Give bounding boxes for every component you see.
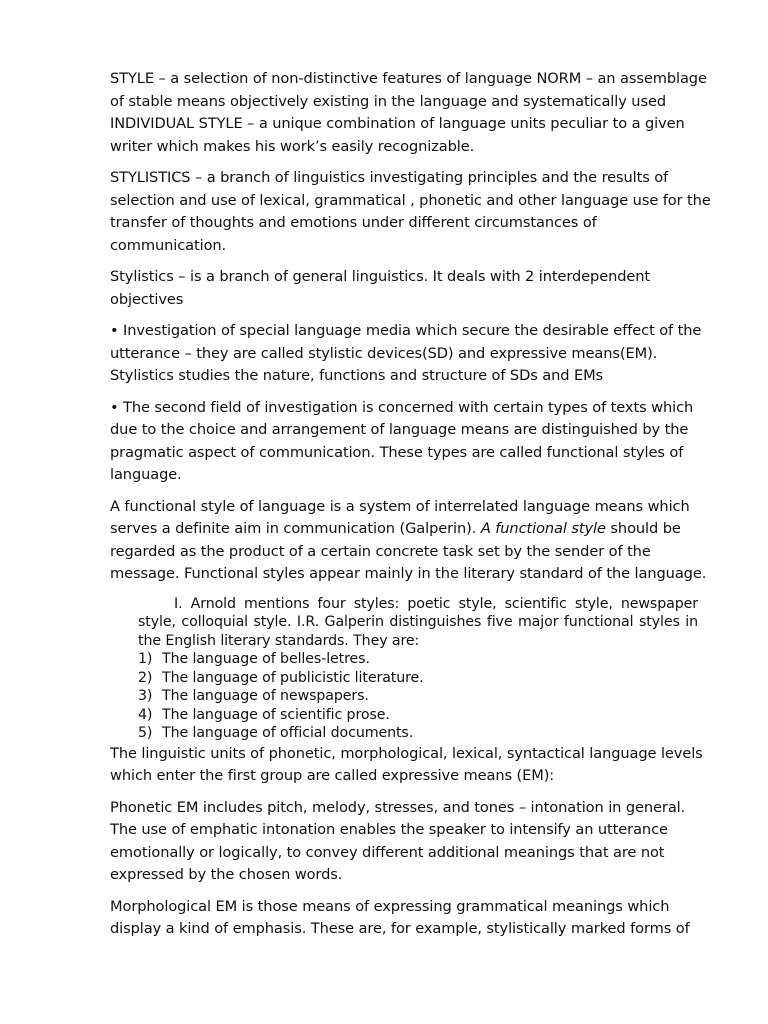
indented-block bbox=[138, 595, 698, 743]
functional-style-italic: A functional style bbox=[480, 520, 606, 537]
paragraph-morphological-em: Morphological EM is those means of expressing grammatical meanings which display a kind of emphasis. These are, for example, stylistically marked forms of bbox=[110, 897, 690, 937]
paragraph-phonetic-em: Phonetic EM includes pitch, melody, stresses, and tones – intonation in general. The use of emphatic intonation enables the speaker to intensify an utterance emotionally or logically, to convey different additional meanings that are not expressed by the chosen words. bbox=[110, 798, 686, 883]
list-item bbox=[138, 724, 698, 743]
paragraph-expressive-means: The linguistic units of phonetic, morphological, lexical, syntactical language levels which enter the first group are called expressive means (EM): bbox=[110, 744, 703, 784]
paragraph-bullet-second-field: • The second field of investigation is concerned with certain types of texts which due to the choice and arrangement of language means are distinguished by the pragmatic aspect of communication. These types are called functional styles of language. bbox=[110, 398, 694, 483]
list-item-number: 3) bbox=[138, 688, 153, 704]
list-item-number: 5) bbox=[138, 725, 153, 741]
list-item-text: The language of newspapers. bbox=[162, 688, 369, 704]
paragraph-stylistics-definition: STYLISTICS – a branch of linguistics investigating principles and the results of selection and use of lexical, grammatical , phonetic and other language use for the transfer of thoughts and emotions under different circumstances of communication. bbox=[110, 169, 711, 254]
list-item-text: The language of scientific prose. bbox=[162, 706, 390, 723]
list-item bbox=[138, 650, 698, 669]
paragraph-bullet-investigation: • Investigation of special language media which secure the desirable effect of the utterance – they are called stylistic devices(SD) and expressive means(EM). Stylistics studies the nature, functions and structure of SDs and EMs bbox=[110, 322, 702, 384]
list-item-text: The language of official documents. bbox=[162, 725, 414, 741]
list-item-number: 1) bbox=[138, 651, 153, 667]
paragraph-stylistics-objectives: Stylistics – is a branch of general linguistics. It deals with 2 interdependent objectives bbox=[110, 268, 651, 308]
list-item-number: 4) bbox=[138, 706, 153, 723]
list-item-text: The language of publicistic literature. bbox=[162, 669, 424, 686]
functional-style-text-2: should be regarded as the product of a certain concrete task set by the sender of the message. Functional styles appear mainly in the literary standard of the language. bbox=[110, 520, 707, 582]
functional-styles-list bbox=[138, 650, 698, 743]
paragraph-style-definition: STYLE – a selection of non-distinctive features of language NORM – an assemblage of stable means objectively existing in the language and systematically used INDIVIDUAL STYLE – a unique combination of language units peculiar to a given writer which makes his work’s easily recognizable. bbox=[110, 70, 707, 155]
paragraph-functional-style bbox=[110, 496, 712, 586]
document-page bbox=[110, 68, 712, 950]
list-item bbox=[138, 706, 698, 725]
list-item bbox=[138, 687, 698, 706]
list-item-number: 2) bbox=[138, 669, 153, 686]
list-item bbox=[138, 669, 698, 688]
list-item-text: The language of belles-letres. bbox=[162, 651, 370, 667]
paragraph-arnold-galperin: I. Arnold mentions four styles: poetic style, scientific style, newspaper style, colloquial style. I.R. Galperin distinguishes five major functional styles in the English literary standards. They are: bbox=[138, 595, 698, 649]
functional-style-text-1: A functional style of language is a system of interrelated language means which serves a definite aim in communication (Galperin). bbox=[110, 497, 690, 537]
